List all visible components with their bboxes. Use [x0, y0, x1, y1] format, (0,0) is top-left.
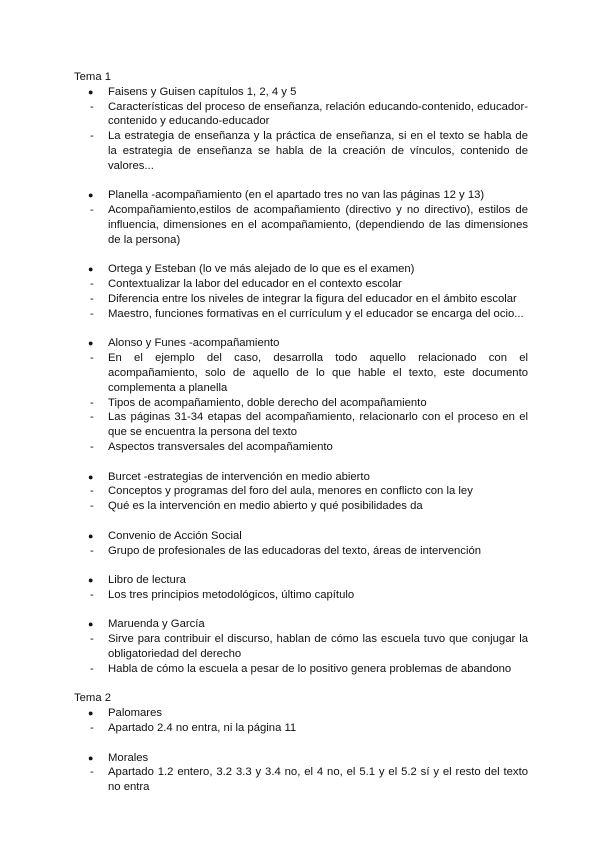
- bullet-icon: ●: [88, 619, 94, 630]
- section-heading: ● Libro de lectura: [88, 574, 186, 587]
- list-item: - Apartado 2.4 no entra, ni la página 11: [90, 722, 297, 735]
- bullet-icon: ●: [88, 530, 94, 541]
- tema-1-title: Tema 1: [74, 71, 112, 83]
- section-heading: ● Morales: [88, 751, 149, 764]
- section-heading: ● Planella -acompañamiento (en el apartado tres no van las páginas 12 y 13): [88, 189, 485, 202]
- dash-icon: -: [90, 500, 94, 513]
- bullet-icon: ●: [88, 338, 94, 349]
- section-heading: ● Convenio de Acción Social: [88, 529, 242, 542]
- list-item: - En el ejemplo del caso, desarrolla todo aquello relacionado con el acompañamiento, solo de aquello de lo que hable el texto, este documento complementa a planella: [90, 352, 528, 394]
- list-item: - Acompañamiento,estilos de acompañamiento (directivo y no directivo), estilos de influencia, dimensiones en el acompañamiento, (dependiendo de las dimensiones de la persona): [90, 204, 528, 246]
- list-item: - Maestro, funciones formativas en el currículum y el educador se encarga del ocio...: [90, 307, 524, 320]
- dash-icon: -: [90, 411, 94, 424]
- dash-icon: -: [90, 588, 94, 601]
- list-item: - Apartado 1.2 entero, 3.2 3.3 y 3.4 no, el 4 no, el 5.1 y el 5.2 sí y el resto del texto no entra: [90, 766, 528, 794]
- section: [74, 573, 528, 603]
- dash-icon: -: [90, 396, 94, 409]
- dash-icon: -: [90, 278, 94, 291]
- section: [74, 262, 528, 321]
- section-heading: ● Burcet -estrategias de intervención en medio abierto: [88, 470, 370, 483]
- list-item: - Contextualizar la labor del educador en el contexto escolar: [90, 278, 402, 291]
- bullet-icon: ●: [88, 471, 94, 482]
- dash-icon: -: [90, 485, 94, 498]
- section: [74, 336, 528, 454]
- list-item: - La estrategia de enseñanza y la práctica de enseñanza, si en el texto se habla de la estrategia de enseñanza se habla de la creación de vínculos, contenido de valores...: [90, 130, 528, 172]
- bullet-icon: ●: [88, 190, 94, 201]
- bullet-icon: ●: [88, 86, 94, 97]
- section: [74, 529, 528, 559]
- list-item: - Aspectos transversales del acompañamiento: [90, 440, 333, 453]
- list-item: - Grupo de profesionales de las educadoras del texto, áreas de intervención: [90, 544, 482, 557]
- tema-1-sections: [74, 85, 528, 677]
- list-item: - Los tres principios metodológicos, último capítulo: [90, 588, 355, 601]
- section-heading: ● Alonso y Funes -acompañamiento: [88, 337, 280, 350]
- dash-icon: -: [90, 662, 94, 675]
- bullet-icon: ●: [88, 752, 94, 763]
- section-heading: ● Palomares: [88, 707, 162, 720]
- section-heading: ● Faisens y Guisen capítulos 1, 2, 4 y 5: [88, 85, 297, 98]
- section: [74, 188, 528, 247]
- dash-icon: -: [90, 544, 94, 557]
- bullet-icon: ●: [88, 264, 94, 275]
- dash-icon: -: [90, 440, 94, 453]
- section: [74, 617, 528, 676]
- dash-icon: -: [90, 352, 94, 365]
- section: [74, 85, 528, 174]
- dash-icon: -: [90, 307, 94, 320]
- list-item: - Características del proceso de enseñanza, relación educando-contenido, educador-contenido y educando-educador: [90, 100, 528, 128]
- dash-icon: -: [90, 766, 94, 779]
- bullet-icon: ●: [88, 575, 94, 586]
- document-page: [74, 70, 528, 795]
- list-item: - Habla de cómo la escuela a pesar de lo positivo genera problemas de abandono: [90, 662, 512, 675]
- list-item: - Las páginas 31-34 etapas del acompañamiento, relacionarlo con el proceso en el que se encuentra la persona del texto: [90, 411, 528, 439]
- section-heading: ● Ortega y Esteban (lo ve más alejado de lo que es el examen): [88, 263, 415, 276]
- list-item: - Sirve para contribuir el discurso, hablan de cómo las escuela tuvo que conjugar la obligatoriedad del derecho: [90, 633, 528, 661]
- tema-2-title: Tema 2: [74, 692, 112, 705]
- section-heading: ● Maruenda y García: [88, 618, 205, 631]
- bullet-icon: ●: [88, 708, 94, 719]
- list-item: - Diferencia entre los niveles de integrar la figura del educador en el ámbito escolar: [90, 292, 517, 305]
- tema-2-sections: [74, 706, 528, 795]
- dash-icon: -: [90, 100, 94, 113]
- section: [74, 470, 528, 514]
- dash-icon: -: [90, 722, 94, 735]
- dash-icon: -: [90, 130, 94, 143]
- section: [74, 751, 528, 795]
- dash-icon: -: [90, 204, 94, 217]
- dash-icon: -: [90, 633, 94, 646]
- list-item: - Tipos de acompañamiento, doble derecho del acompañamiento: [90, 396, 427, 409]
- section: [74, 706, 528, 736]
- list-item: - Conceptos y programas del foro del aula, menores en conflicto con la ley: [90, 485, 473, 498]
- dash-icon: -: [90, 292, 94, 305]
- list-item: - Qué es la intervención en medio abierto y qué posibilidades da: [90, 500, 423, 513]
